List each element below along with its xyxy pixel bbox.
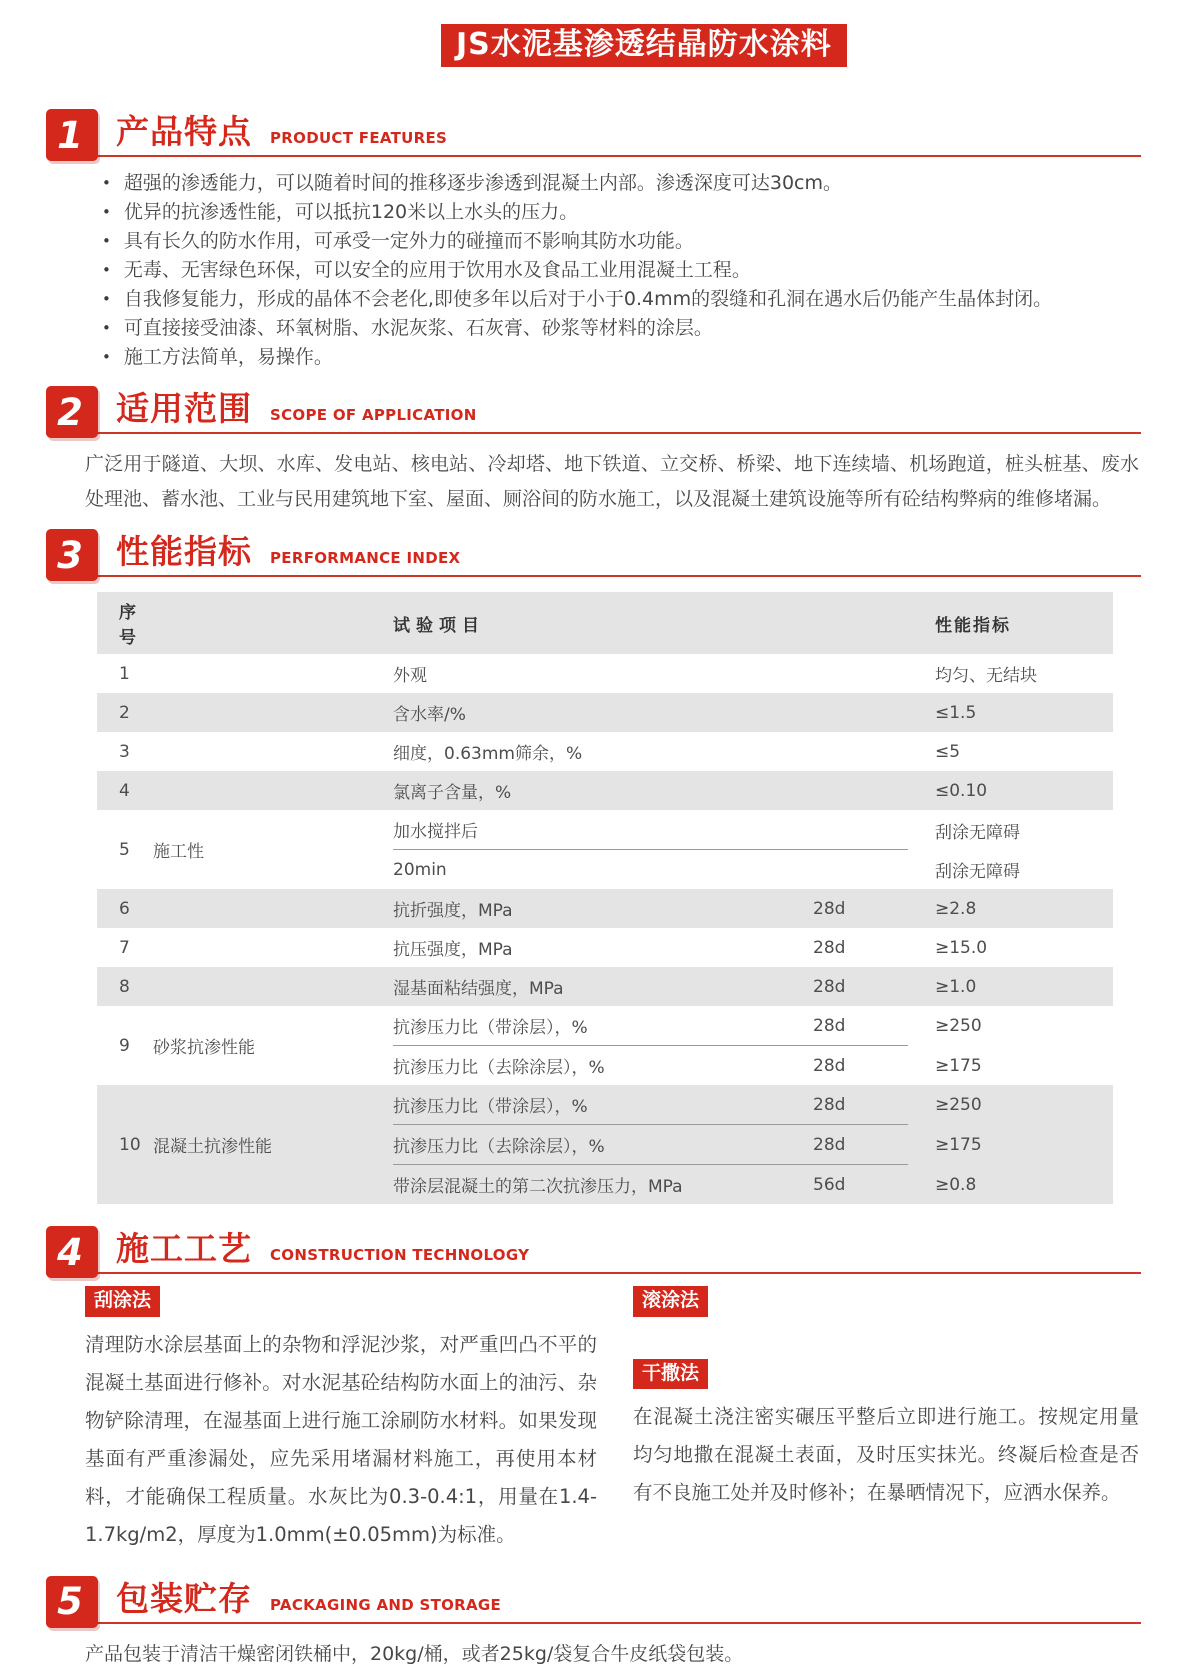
feature-item	[102, 169, 1141, 198]
table-subrow	[393, 1006, 1113, 1046]
cell-category	[153, 928, 393, 967]
feature-item	[102, 285, 1141, 314]
table-subrow	[393, 810, 1113, 850]
row-items	[393, 1006, 1113, 1085]
row-items	[393, 771, 1113, 810]
cell-category	[153, 732, 393, 771]
cell-test-item: 带涂层混凝土的第二次抗渗压力，MPa	[393, 1177, 683, 1197]
cell-category	[153, 771, 393, 810]
cell-age	[813, 654, 908, 693]
table-subrow	[393, 1046, 1113, 1085]
cell-category	[153, 889, 393, 928]
table-row	[97, 889, 1113, 928]
bullet-dot-icon: •	[102, 203, 111, 221]
cell-category: 混凝土抗渗性能	[153, 1137, 272, 1157]
row-items	[393, 810, 1113, 889]
feature-text: 超强的渗透能力，可以随着时间的推移逐步渗透到混凝土内部。渗透深度可达30cm。	[123, 172, 842, 194]
cell-age	[813, 810, 908, 850]
row-items	[393, 654, 1113, 693]
table-subrow	[393, 967, 1113, 1006]
section3-number-badge: 3	[46, 529, 98, 581]
cell-age	[813, 693, 908, 732]
cell-age	[813, 732, 908, 771]
page-title: JS水泥基渗透结晶防水涂料	[441, 24, 847, 67]
feature-text: 自我修复能力，形成的晶体不会老化,即使多年以后对于小于0.4mm的裂缝和孔洞在遇水后仍能产生晶体封闭。	[123, 288, 1053, 310]
row-items	[393, 732, 1113, 771]
cell-index-value: ≥0.8	[935, 1174, 977, 1195]
table-subrow	[393, 654, 1113, 693]
cell-index-value: ≤5	[935, 741, 961, 762]
cell-index-value: ≥250	[935, 1095, 982, 1115]
table-subrow	[393, 1085, 1113, 1125]
cell-index-value: ≥250	[935, 1016, 982, 1036]
table-row	[97, 1006, 1113, 1085]
bullet-dot-icon: •	[102, 174, 111, 192]
table-row	[97, 771, 1113, 810]
cell-index-value: ≥2.8	[935, 898, 977, 919]
table-body	[97, 654, 1113, 1204]
cell-test-item: 湿基面粘结强度，MPa	[393, 979, 564, 999]
bullet-dot-icon: •	[102, 261, 111, 279]
row-items	[393, 967, 1113, 1006]
cell-test-item: 抗渗压力比（去除涂层），%	[393, 1125, 813, 1165]
cell-index-value: 均匀、无结块	[935, 666, 1037, 686]
cell-age: 56d	[813, 1174, 846, 1195]
scope-paragraph: 广泛用于隧道、大坝、水库、发电站、核电站、冷却塔、地下铁道、立交桥、桥梁、地下连续墙、机场跑道，桩头桩基、废水处理池、蓄水池、工业与民用建筑地下室、屋面、厕浴间的防水施工，以及混凝土建筑设施等所有砼结构弊病的维修堵漏。	[85, 453, 1139, 510]
cell-row-number: 10	[119, 1134, 141, 1155]
bullet-dot-icon: •	[102, 232, 111, 250]
cell-row-number: 9	[119, 1035, 130, 1056]
row-items	[393, 928, 1113, 967]
cell-row-number: 3	[119, 741, 130, 762]
bullet-dot-icon: •	[102, 290, 111, 308]
table-subrow	[393, 1125, 1113, 1165]
feature-item	[102, 198, 1141, 227]
feature-item	[102, 343, 1141, 372]
row-items	[393, 1085, 1113, 1204]
bullet-dot-icon: •	[102, 348, 111, 366]
cell-age: 28d	[813, 1055, 846, 1076]
cell-row-number: 6	[119, 898, 130, 919]
cell-index-value: 刮涂无障碍	[935, 862, 1020, 882]
section2-number-badge: 2	[46, 386, 98, 438]
construction-methods	[85, 1286, 1139, 1554]
table-subrow	[393, 850, 1113, 889]
cell-category	[153, 693, 393, 732]
cell-test-item: 含水率/%	[393, 705, 466, 725]
performance-table	[97, 592, 1113, 1204]
feature-text: 具有长久的防水作用，可承受一定外力的碰撞而不影响其防水功能。	[123, 230, 694, 252]
cell-age: 28d	[813, 1085, 908, 1125]
section3-header	[46, 529, 1141, 577]
cell-test-item: 抗渗压力比（去除涂层），%	[393, 1058, 605, 1078]
table-row	[97, 654, 1113, 693]
table-header-row	[97, 592, 1113, 654]
cell-row-number: 7	[119, 937, 130, 958]
section1-subtitle: PRODUCT FEATURES	[270, 129, 448, 147]
table-subrow	[393, 732, 1113, 771]
section4-number-badge: 4	[46, 1226, 98, 1278]
header-col-no: 序号	[119, 603, 138, 648]
table-subrow	[393, 928, 1113, 967]
header-col-category	[153, 592, 393, 654]
cell-row-number: 2	[119, 702, 130, 723]
section1-number-badge: 1	[46, 109, 98, 161]
method-column-left	[85, 1286, 597, 1554]
cell-index-value: ≥15.0	[935, 937, 988, 958]
cell-category: 施工性	[153, 842, 204, 862]
cell-age: 28d	[813, 898, 846, 919]
section4-title: 施工工艺	[116, 1229, 252, 1268]
table-row	[97, 928, 1113, 967]
cell-age: 28d	[813, 1006, 908, 1046]
cell-row-number: 1	[119, 663, 130, 684]
section3-title: 性能指标	[116, 532, 252, 571]
cell-test-item: 氯离子含量，%	[393, 783, 512, 803]
cell-test-item: 加水搅拌后	[393, 810, 813, 850]
feature-text: 可直接接受油漆、环氧树脂、水泥灰浆、石灰膏、砂浆等材料的涂层。	[123, 317, 713, 339]
cell-age	[813, 771, 908, 810]
method-text-dry-sprinkle: 在混凝土浇注密实碾压平整后立即进行施工。按规定用量均匀地撒在混凝土表面，及时压实抹光。终凝后检查是否有不良施工处并及时修补；在暴晒情况下，应洒水保养。	[633, 1405, 1139, 1505]
cell-index-value: ≥175	[935, 1135, 982, 1155]
feature-item	[102, 314, 1141, 343]
cell-index-value: ≥1.0	[935, 976, 977, 997]
cell-test-item: 抗折强度，MPa	[393, 901, 513, 921]
cell-index-value: ≥175	[935, 1055, 982, 1076]
packaging-paragraph: 产品包装于清洁干燥密闭铁桶中，20kg/桶，或者25kg/袋复合牛皮纸袋包装。	[85, 1642, 744, 1665]
cell-category	[153, 654, 393, 693]
cell-test-item: 20min	[393, 859, 447, 880]
section3-subtitle: PERFORMANCE INDEX	[270, 549, 461, 567]
table-row	[97, 1085, 1113, 1204]
table-subrow	[393, 889, 1113, 928]
header-col-item: 试验项目	[393, 615, 485, 636]
section5-title: 包装贮存	[116, 1578, 252, 1618]
section5-subtitle: PACKAGING AND STORAGE	[270, 1595, 502, 1614]
feature-list	[102, 169, 1141, 372]
cell-row-number: 8	[119, 976, 130, 997]
section1-header	[46, 109, 1141, 157]
cell-index-value: 刮涂无障碍	[935, 822, 1020, 843]
cell-age	[813, 850, 908, 889]
row-items	[393, 693, 1113, 732]
cell-test-item: 外观	[393, 666, 427, 686]
cell-row-number: 5	[119, 839, 130, 860]
cell-test-item: 抗压强度，MPa	[393, 940, 513, 960]
method-text-scrape: 清理防水涂层基面上的杂物和浮泥沙浆，对严重凹凸不平的混凝土基面进行修补。对水泥基砼结构防水面上的油污、杂物铲除清理，在湿基面上进行施工涂刷防水材料。如果发现基面有严重渗漏处，应先采用堵漏材料施工，再使用本材料，才能确保工程质量。水灰比为0.3-0.4:1，用量在1.4-1.7kg/m2，厚度为1.0mm(±0.05mm)为标准。	[85, 1332, 597, 1546]
method-badge-dry-sprinkle: 干撒法	[633, 1359, 708, 1390]
table-subrow	[393, 693, 1113, 732]
header-col-index: 性能指标	[935, 615, 1011, 636]
table-row	[97, 967, 1113, 1006]
cell-category	[153, 967, 393, 1006]
method-column-right	[633, 1286, 1139, 1554]
cell-age: 28d	[813, 1125, 908, 1165]
row-items	[393, 889, 1113, 928]
cell-index-value: ≤0.10	[935, 780, 988, 801]
method-badge-roll: 滚涂法	[633, 1286, 708, 1317]
cell-age: 28d	[813, 937, 846, 958]
section4-subtitle: CONSTRUCTION TECHNOLOGY	[270, 1246, 530, 1264]
section5-number-badge: 5	[46, 1576, 98, 1628]
section4-header	[46, 1226, 1141, 1274]
cell-row-number: 4	[119, 780, 130, 801]
feature-item	[102, 227, 1141, 256]
section2-header	[46, 386, 1141, 434]
method-badge-scrape: 刮涂法	[85, 1286, 160, 1317]
feature-text: 施工方法简单，易操作。	[123, 346, 333, 368]
cell-test-item: 抗渗压力比（带涂层），%	[393, 1006, 813, 1046]
cell-test-item: 细度，0.63mm筛余，%	[393, 744, 583, 764]
section1-title: 产品特点	[116, 112, 252, 151]
feature-text: 无毒、无害绿色环保，可以安全的应用于饮用水及食品工业用混凝土工程。	[123, 259, 751, 281]
section2-subtitle: SCOPE OF APPLICATION	[270, 406, 477, 424]
table-row	[97, 693, 1113, 732]
cell-age: 28d	[813, 976, 846, 997]
table-row	[97, 732, 1113, 771]
feature-item	[102, 256, 1141, 285]
cell-category: 砂浆抗渗性能	[153, 1038, 255, 1058]
bullet-dot-icon: •	[102, 319, 111, 337]
cell-test-item: 抗渗压力比（带涂层），%	[393, 1085, 813, 1125]
table-row	[97, 810, 1113, 889]
feature-text: 优异的抗渗透性能，可以抵抗120米以上水头的压力。	[123, 201, 579, 223]
table-subrow	[393, 1165, 1113, 1204]
table-subrow	[393, 771, 1113, 810]
cell-index-value: ≤1.5	[935, 702, 977, 723]
section2-title: 适用范围	[116, 389, 252, 428]
header-col-age	[813, 604, 908, 643]
